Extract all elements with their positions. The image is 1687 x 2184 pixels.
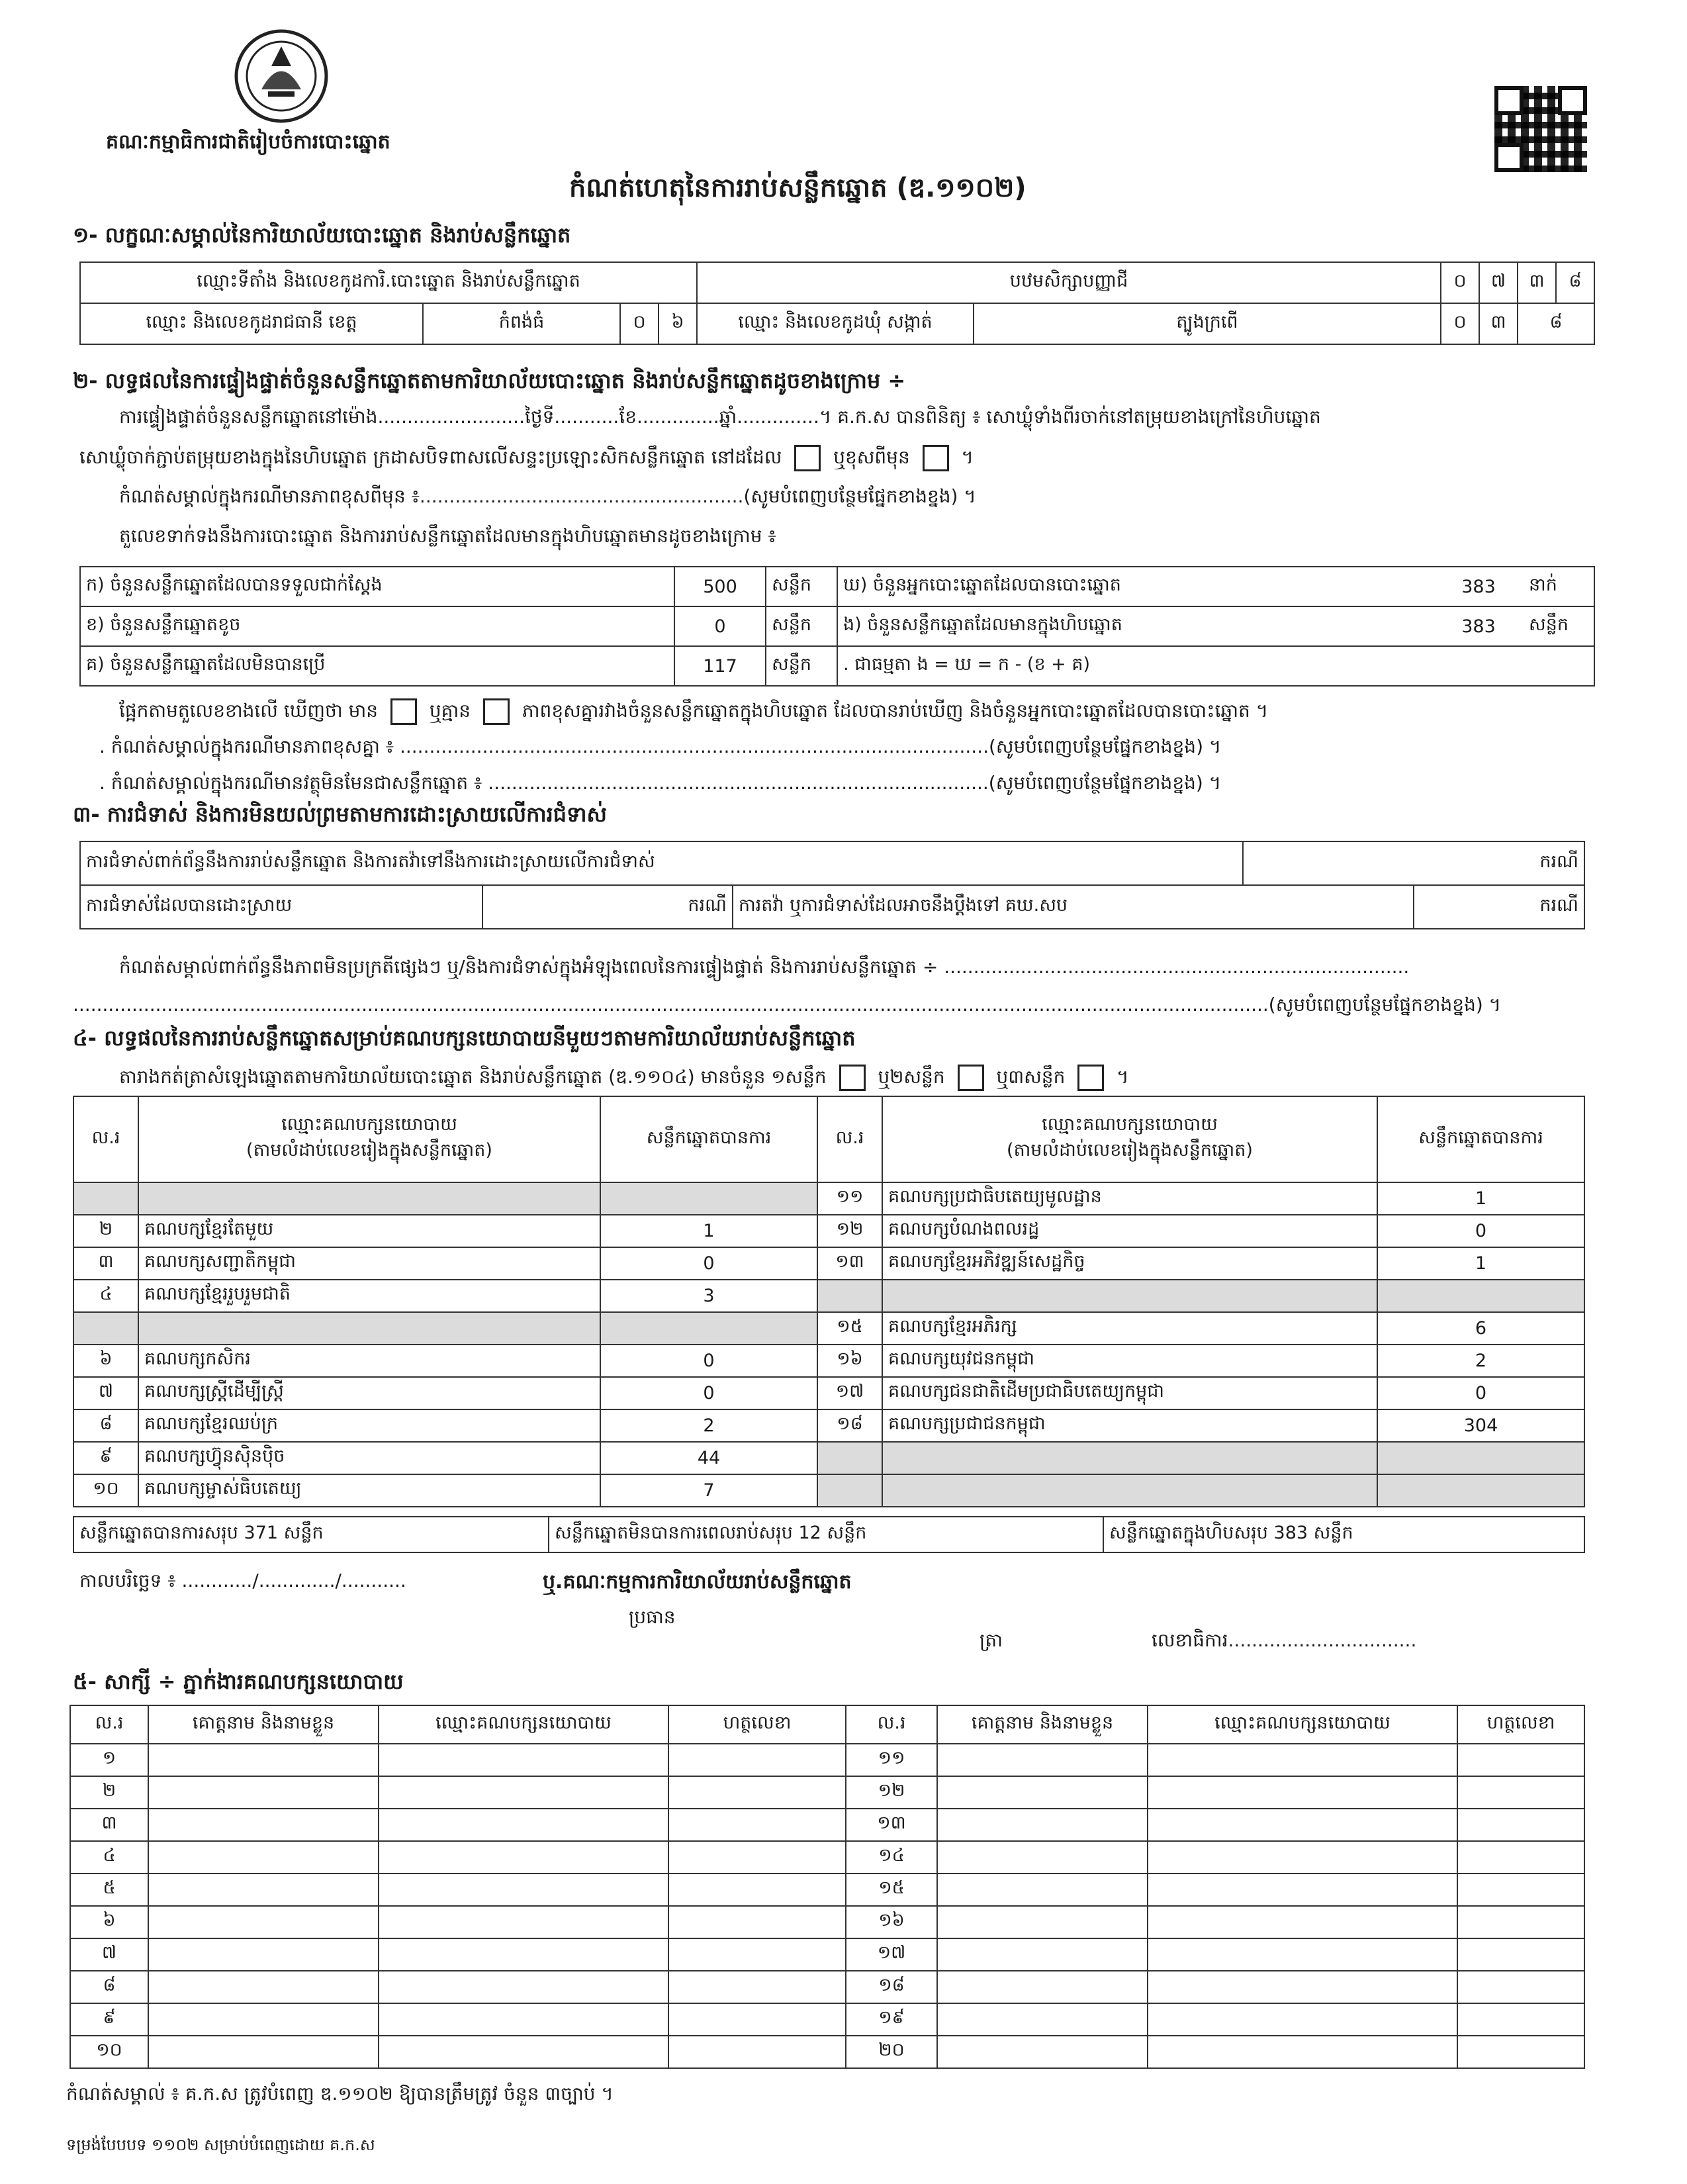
col-votes-header: សន្លឹកឆ្នោតបានការ xyxy=(600,1096,817,1182)
total-invalid: សន្លឹកឆ្នោតមិនបានការពេលរាប់សរុប 12 សន្លឹក xyxy=(549,1517,1103,1552)
witness-no: ៤ xyxy=(70,1841,148,1874)
three-sheet-checkbox[interactable] xyxy=(1077,1065,1104,1091)
witness-signature-cell[interactable] xyxy=(668,2036,846,2068)
unchanged-checkbox[interactable] xyxy=(794,445,821,471)
witness-signature-cell[interactable] xyxy=(1457,1906,1584,1938)
party-name: គណបក្សខ្មែរតែមួយ xyxy=(138,1215,600,1247)
party-no: ១៣ xyxy=(817,1247,882,1280)
two-sheet-checkbox[interactable] xyxy=(958,1065,984,1091)
case-unit: ករណី xyxy=(482,885,733,929)
witness-party-cell[interactable] xyxy=(1148,2036,1457,2068)
witness-name-cell[interactable] xyxy=(937,1874,1148,1906)
has-difference-checkbox[interactable] xyxy=(390,698,417,725)
party-name xyxy=(138,1182,600,1215)
party-votes: 6 xyxy=(1377,1312,1584,1345)
seal-check-line xyxy=(79,445,974,473)
sheet-count-line xyxy=(119,1065,1129,1092)
witness-party-cell[interactable] xyxy=(1148,1938,1457,1971)
witness-name-cell[interactable] xyxy=(937,1744,1148,1776)
witness-party-cell[interactable] xyxy=(1148,1971,1457,2003)
party-votes: 3 xyxy=(600,1280,817,1312)
witness-name-cell[interactable] xyxy=(937,1938,1148,1971)
witness-no: ៧ xyxy=(70,1938,148,1971)
figure-value: 0 xyxy=(674,606,766,646)
line-end: ។ xyxy=(1117,1066,1129,1088)
witness-party-cell[interactable] xyxy=(1148,2003,1457,2036)
witness-no: ៨ xyxy=(70,1971,148,2003)
witness-name-cell[interactable] xyxy=(937,2003,1148,2036)
witness-signature-cell[interactable] xyxy=(1457,1874,1584,1906)
no-difference-checkbox[interactable] xyxy=(483,698,510,725)
witness-signature-cell[interactable] xyxy=(668,1906,846,1938)
case-unit: ករណី xyxy=(1243,841,1584,885)
party-votes: 1 xyxy=(1377,1247,1584,1280)
date-line: កាលបរិច្ឆេទ ៖ ............/............./........... xyxy=(79,1570,406,1591)
col-party-header xyxy=(882,1096,1377,1182)
party-name xyxy=(882,1280,1377,1312)
party-name: គណបក្សយុវជនកម្ពុជា xyxy=(882,1345,1377,1377)
party-name: គណបក្សខ្មែរឈប់ក្រ xyxy=(138,1409,600,1442)
figure-label: ង) ចំនួនសន្លឹកឆ្នោតដែលមានក្នុងហិបឆ្នោត xyxy=(837,606,1434,646)
party-results-table xyxy=(73,1096,1585,1507)
witness-name-cell[interactable] xyxy=(937,1906,1148,1938)
witness-signature-cell[interactable] xyxy=(668,2003,846,2036)
party-name: គណបក្សម្ចាស់ធិបតេយ្យ xyxy=(138,1474,600,1507)
two-sheet-label: ឬ២សន្លឹក xyxy=(878,1066,945,1088)
province-label: ឈ្មោះ និងលេខកូដរាជធានី ខេត្ត xyxy=(80,303,423,344)
witness-no: ១៣ xyxy=(846,1809,937,1841)
witness-no: ១៨ xyxy=(846,1971,937,2003)
witness-no: ១៤ xyxy=(846,1841,937,1874)
witness-signature-cell[interactable] xyxy=(668,1938,846,1971)
difference-remark-line: . កំណត់សម្គាល់ក្នុងករណីមានភាពខុសគ្នា ៖ ....................................................................................................(សូមបំពេញបន្ថែមផ្នែកខាងខ្នង) ។ xyxy=(99,736,1222,757)
code-digit: ៦ xyxy=(659,303,697,344)
figure-value: 500 xyxy=(674,567,766,606)
party-name: គណបក្សសញ្ជាតិកម្ពុជា xyxy=(138,1247,600,1280)
code-digit: ០ xyxy=(1441,262,1479,303)
party-votes: 1 xyxy=(1377,1182,1584,1215)
col-no-header: ល.រ xyxy=(817,1096,882,1182)
witness-no: ១៦ xyxy=(846,1906,937,1938)
party-name: គណបក្សបំណងពលរដ្ឋ xyxy=(882,1215,1377,1247)
section-1-heading: ១- លក្ខណៈសម្គាល់នៃការិយាល័យបោះឆ្នោត និងរាប់សន្លឹកឆ្នោត xyxy=(73,222,571,248)
witness-party-cell[interactable] xyxy=(1148,1841,1457,1874)
col-header: ល.រ xyxy=(70,1705,148,1744)
three-sheet-label: ឬ៣សន្លឹក xyxy=(996,1066,1066,1088)
changed-label: ឬខុសពីមុន xyxy=(833,446,910,468)
figure-value: 117 xyxy=(674,646,766,686)
totals-table xyxy=(73,1516,1585,1553)
party-name: គណបក្សជនជាតិដើមប្រជាធិបតេយ្យកម្ពុជា xyxy=(882,1377,1377,1409)
witness-signature-cell[interactable] xyxy=(1457,1841,1584,1874)
resolved-label: ការជំទាស់ដែលបានដោះស្រាយ xyxy=(80,885,482,929)
party-votes xyxy=(1377,1280,1584,1312)
col-header: ឈ្មោះគណបក្សនយោបាយ xyxy=(1148,1705,1457,1744)
witness-party-cell[interactable] xyxy=(379,1776,668,1809)
total-valid: សន្លឹកឆ្នោតបានការសរុប 371 សន្លឹក xyxy=(73,1517,549,1552)
witness-no: ១០ xyxy=(70,2036,148,2068)
witness-name-cell[interactable] xyxy=(148,1971,379,2003)
witness-no: ១ xyxy=(70,1744,148,1776)
witness-signature-cell[interactable] xyxy=(1457,1971,1584,2003)
witness-party-cell[interactable] xyxy=(379,1906,668,1938)
witness-party-cell[interactable] xyxy=(379,1744,668,1776)
location-label: ឈ្មោះទីតាំង និងលេខកូដការិ.បោះឆ្នោត និងរាប់សន្លឹកឆ្នោត xyxy=(80,262,697,303)
witness-name-cell[interactable] xyxy=(148,1874,379,1906)
org-name: គណៈកម្មាធិការជាតិរៀបចំការបោះឆ្នោត xyxy=(106,130,390,154)
section-2-heading: ២- លទ្ធផលនៃការផ្ទៀងផ្ទាត់ចំនួនសន្លឹកឆ្នោតតាមការិយាល័យបោះឆ្នោត និងរាប់សន្លឹកឆ្នោតដូចខាងក្រោម ÷ xyxy=(73,368,906,393)
sheet-count-text: តារាងកត់ត្រាសំឡេងឆ្នោតតាមការិយាល័យបោះឆ្នោត និងរាប់សន្លឹកឆ្នោត (ឌ.១១០៤) មានចំនួន ១សន្លឹក xyxy=(119,1066,827,1088)
discrepancy-line xyxy=(119,698,1268,726)
witness-party-cell[interactable] xyxy=(379,2003,668,2036)
party-votes xyxy=(1377,1474,1584,1507)
line-end: ។ xyxy=(961,446,974,468)
appeal-label: ការតវ៉ា ឬការជំទាស់ដែលអាចនឹងប្តឹងទៅ គឃ.សប xyxy=(733,885,1414,929)
figure-label: គ) ចំនួនសន្លឹកឆ្នោតដែលមិនបានប្រើ xyxy=(80,646,674,686)
witness-name-cell[interactable] xyxy=(148,1744,379,1776)
col-header: ល.រ xyxy=(846,1705,937,1744)
party-name: គណបក្សខ្មែរអភិរក្ស xyxy=(882,1312,1377,1345)
complaints-table xyxy=(79,841,1585,929)
code-digit: ៧ xyxy=(1479,262,1518,303)
commune-name: ត្បូងក្រពើ xyxy=(974,303,1441,344)
party-no: ១៧ xyxy=(817,1377,882,1409)
party-no xyxy=(817,1474,882,1507)
witness-party-cell[interactable] xyxy=(379,1971,668,2003)
section-4-heading: ៤- លទ្ធផលនៃការរាប់សន្លឹកឆ្នោតសម្រាប់គណបក្សនយោបាយនីមួយៗតាមការិយាល័យរាប់សន្លឹកឆ្នោត xyxy=(73,1025,856,1051)
witness-name-cell[interactable] xyxy=(148,1906,379,1938)
witness-name-cell[interactable] xyxy=(148,1841,379,1874)
witness-signature-cell[interactable] xyxy=(668,1874,846,1906)
party-name: គណបក្សហ៊្វុនស៊ិនប៉ិច xyxy=(138,1442,600,1474)
col-header: គោត្តនាម និងនាមខ្លួន xyxy=(937,1705,1148,1744)
party-no: ១៥ xyxy=(817,1312,882,1345)
witness-party-cell[interactable] xyxy=(379,1874,668,1906)
changed-checkbox[interactable] xyxy=(923,445,949,471)
party-votes: 7 xyxy=(600,1474,817,1507)
witness-party-cell[interactable] xyxy=(379,1938,668,1971)
witness-signature-cell[interactable] xyxy=(1457,1809,1584,1841)
discrepancy-end: ភាពខុសគ្នារវាងចំនួនសន្លឹកឆ្នោតក្នុងហិបឆ្នោត ដែលបានរាប់ឃើញ និងចំនួនអ្នកបោះឆ្នោតដែលបានបោះឆ្នោត ។ xyxy=(522,700,1269,722)
witness-no: ២០ xyxy=(846,2036,937,2068)
witness-signature-cell[interactable] xyxy=(668,1776,846,1809)
seal-check-text: សោឃ្លុំចាក់ភ្ជាប់តម្រុយខាងក្នុងនៃហិបឆ្នោត ក្រដាសបិទពាសលើសន្ទះប្រឡោះសិកសន្លឹកឆ្នោត នៅដដែល xyxy=(79,446,782,468)
col-votes-header: សន្លឹកឆ្នោតបានការ xyxy=(1377,1096,1584,1182)
party-votes: 44 xyxy=(600,1442,817,1474)
witness-signature-cell[interactable] xyxy=(1457,1744,1584,1776)
difference-note-line: កំណត់សម្គាល់ក្នុងករណីមានភាពខុសពីមុន ៖.......................................................(សូមបំពេញបន្ថែមផ្នែកខាងខ្នង) ។ xyxy=(119,485,976,507)
party-name xyxy=(882,1474,1377,1507)
witness-party-cell[interactable] xyxy=(1148,1776,1457,1809)
witness-signature-cell[interactable] xyxy=(1457,2036,1584,2068)
col-header: ឈ្មោះគណបក្សនយោបាយ xyxy=(379,1705,668,1744)
code-digit: ៨ xyxy=(1518,303,1594,344)
col-header: ហត្ថលេខា xyxy=(668,1705,846,1744)
party-votes xyxy=(600,1182,817,1215)
figure-label: ខ) ចំនួនសន្លឹកឆ្នោតខូច xyxy=(80,606,674,646)
witness-no: ៥ xyxy=(70,1874,148,1906)
party-votes: 2 xyxy=(600,1409,817,1442)
party-no: ៤ xyxy=(73,1280,138,1312)
col-party-title: ឈ្មោះគណបក្សនយោបាយ xyxy=(1042,1114,1218,1135)
formula-note: . ជាធម្មតា ង = ឃ = ក - (ខ + គ) xyxy=(837,646,1594,686)
witness-no: ២ xyxy=(70,1776,148,1809)
party-no xyxy=(817,1442,882,1474)
witness-party-cell[interactable] xyxy=(379,2036,668,2068)
figure-unit: សន្លឹក xyxy=(1524,606,1594,646)
figure-unit: សន្លឹក xyxy=(766,567,837,606)
witness-party-cell[interactable] xyxy=(379,1841,668,1874)
party-no xyxy=(817,1280,882,1312)
party-name xyxy=(882,1442,1377,1474)
witness-name-cell[interactable] xyxy=(937,1971,1148,2003)
witness-signature-cell[interactable] xyxy=(668,1841,846,1874)
col-header: គោត្តនាម និងនាមខ្លួន xyxy=(148,1705,379,1744)
location-name: បឋមសិក្សាបញ្ញាជី xyxy=(697,262,1441,303)
complaint-label: ការជំទាស់ពាក់ព័ន្ធនឹងការរាប់សន្លឹកឆ្នោត និងការតវ៉ាទៅនឹងការដោះស្រាយលើការជំទាស់ xyxy=(80,841,1243,885)
party-votes: 1 xyxy=(600,1215,817,1247)
foreign-object-remark-line: . កំណត់សម្គាល់ក្នុងករណីមានវត្ថុមិនមែនជាសន្លឹកឆ្នោត ៖ .....................................................................................(សូមបំពេញបន្ថែមផ្នែកខាងខ្នង) ។ xyxy=(99,772,1222,794)
col-party-title: ឈ្មោះគណបក្សនយោបាយ xyxy=(281,1114,457,1135)
party-no xyxy=(73,1182,138,1215)
witness-no: ៦ xyxy=(70,1906,148,1938)
witness-party-cell[interactable] xyxy=(1148,1744,1457,1776)
witness-signature-cell[interactable] xyxy=(1457,1776,1584,1809)
witness-name-cell[interactable] xyxy=(937,1776,1148,1809)
witness-party-cell[interactable] xyxy=(1148,1906,1457,1938)
irregularity-note-line-2: ...........................................................................................................................................................................................................(សូមបំពេញបន្ថែមផ្នែកខាងខ្នង) ។ xyxy=(73,994,1502,1016)
figure-unit: សន្លឹក xyxy=(766,646,837,686)
witness-signature-cell[interactable] xyxy=(1457,1938,1584,1971)
case-unit: ករណី xyxy=(1414,885,1584,929)
party-no: ១២ xyxy=(817,1215,882,1247)
code-digit: ០ xyxy=(1441,303,1479,344)
section-1-table xyxy=(79,261,1595,345)
discrepancy-text: ផ្អែកតាមតួលេខខាងលើ ឃើញថា មាន xyxy=(119,700,379,722)
committee-title: ឬ.គណៈកម្មការការិយាល័យរាប់សន្លឹកឆ្នោត xyxy=(543,1570,852,1593)
witness-signature-cell[interactable] xyxy=(668,1971,846,2003)
witness-no: ១២ xyxy=(846,1776,937,1809)
party-votes: 0 xyxy=(1377,1377,1584,1409)
witness-table xyxy=(69,1705,1585,2069)
witness-name-cell[interactable] xyxy=(937,1809,1148,1841)
no-difference-label: ឬគ្មាន xyxy=(429,700,471,722)
party-no: ៩ xyxy=(73,1442,138,1474)
figure-label: ឃ) ចំនួនអ្នកបោះឆ្នោតដែលបានបោះឆ្នោត xyxy=(837,567,1434,606)
footnote: កំណត់សម្គាល់ ៖ គ.ក.ស ត្រូវបំពេញ ឌ.១១០២ ឱ្យបានត្រឹមត្រូវ ចំនួន ៣ច្បាប់ ។ xyxy=(66,2083,614,2105)
code-digit: ៣ xyxy=(1479,303,1518,344)
form-footer: ទម្រង់បែបបទ ១១០២ សម្រាប់បំពេញដោយ គ.ក.ស xyxy=(66,2136,375,2154)
party-name xyxy=(138,1312,600,1345)
section-5-heading: ៥- សាក្សី ÷ ភ្នាក់ងារគណបក្សនយោបាយ xyxy=(73,1669,404,1694)
party-name: គណបក្សខ្មែរអភិវឌ្ឍន៍សេដ្ឋកិច្ច xyxy=(882,1247,1377,1280)
party-votes: 2 xyxy=(1377,1345,1584,1377)
page-title: កំណត់ហេតុនៃការរាប់សន្លឹកឆ្នោត (ឌ.១១០២) xyxy=(569,173,1026,203)
nec-seal-logo xyxy=(232,26,331,126)
total-in-box: សន្លឹកឆ្នោតក្នុងហិបសរុប 383 សន្លឹក xyxy=(1103,1517,1584,1552)
witness-name-cell[interactable] xyxy=(937,2036,1148,2068)
section-3-heading: ៣- ការជំទាស់ និងការមិនយល់ព្រមតាមការដោះស្រាយលើការជំទាស់ xyxy=(73,802,607,827)
chair-label: ប្រធាន xyxy=(629,1606,676,1628)
figure-unit: នាក់ xyxy=(1524,567,1594,606)
figures-intro-line: តួលេខទាក់ទងនឹងការបោះឆ្នោត និងការរាប់សន្លឹកឆ្នោតដែលមានក្នុងហិបឆ្នោតមានដូចខាងក្រោម ៖ xyxy=(119,525,776,547)
verification-time-line: ការផ្ទៀងផ្ទាត់ចំនួនសន្លឹកឆ្នោតនៅម៉ោង.........................ថ្ងៃទី...........ខែ..............ឆ្នាំ..............។ គ.ក.ស បានពិនិត្យ ៖ សោឃ្លុំទាំងពីរចាក់នៅតម្រុយខាងក្រៅនៃហិបឆ្នោត xyxy=(119,406,1321,428)
party-no: ១៦ xyxy=(817,1345,882,1377)
party-no: ២ xyxy=(73,1215,138,1247)
party-no: ១៨ xyxy=(817,1409,882,1442)
witness-name-cell[interactable] xyxy=(148,1809,379,1841)
witness-no: ៣ xyxy=(70,1809,148,1841)
witness-party-cell[interactable] xyxy=(1148,1874,1457,1906)
witness-no: ១១ xyxy=(846,1744,937,1776)
witness-signature-cell[interactable] xyxy=(668,1809,846,1841)
party-no xyxy=(73,1312,138,1345)
col-party-subtitle: (តាមលំដាប់លេខរៀងក្នុងសន្លឹកឆ្នោត) xyxy=(246,1140,492,1161)
irregularity-note-line: កំណត់សម្គាល់ពាក់ព័ន្ធនឹងភាពមិនប្រក្រតីផ្សេងៗ ឬ/និងការជំទាស់ក្នុងអំឡុងពេលនៃការផ្ទៀងផ្ទាត់ និងការរាប់សន្លឹកឆ្នោត ÷ ............................................................................... xyxy=(119,956,1410,978)
witness-signature-cell[interactable] xyxy=(668,1744,846,1776)
party-no: ១១ xyxy=(817,1182,882,1215)
party-no: ៣ xyxy=(73,1247,138,1280)
party-votes: 0 xyxy=(600,1377,817,1409)
stamp-label: ត្រា xyxy=(980,1629,1003,1651)
party-votes xyxy=(1377,1442,1584,1474)
figure-value: 383 xyxy=(1434,606,1524,646)
witness-party-cell[interactable] xyxy=(1148,1809,1457,1841)
commune-label: ឈ្មោះ និងលេខកូដឃុំ សង្កាត់ xyxy=(697,303,974,344)
party-votes: 0 xyxy=(1377,1215,1584,1247)
province-name: កំពង់ធំ xyxy=(423,303,620,344)
secretary-label: លេខាធិការ................................ xyxy=(1152,1629,1417,1651)
col-header: ហត្ថលេខា xyxy=(1457,1705,1584,1744)
witness-party-cell[interactable] xyxy=(379,1809,668,1841)
party-name: គណបក្សប្រជាជនកម្ពុជា xyxy=(882,1409,1377,1442)
col-party-subtitle: (តាមលំដាប់លេខរៀងក្នុងសន្លឹកឆ្នោត) xyxy=(1007,1140,1253,1161)
witness-name-cell[interactable] xyxy=(148,1776,379,1809)
party-name: គណបក្សប្រជាធិបតេយ្យមូលដ្ឋាន xyxy=(882,1182,1377,1215)
witness-no: ១៥ xyxy=(846,1874,937,1906)
witness-name-cell[interactable] xyxy=(148,1938,379,1971)
party-name: គណបក្សខ្មែររួបរួមជាតិ xyxy=(138,1280,600,1312)
ballot-figures-table xyxy=(79,566,1595,687)
party-no: ៧ xyxy=(73,1377,138,1409)
party-votes: 0 xyxy=(600,1345,817,1377)
witness-name-cell[interactable] xyxy=(148,2036,379,2068)
code-digit: ៣ xyxy=(1518,262,1556,303)
col-party-header xyxy=(138,1096,600,1182)
party-no: ៨ xyxy=(73,1409,138,1442)
witness-signature-cell[interactable] xyxy=(1457,2003,1584,2036)
figure-value: 383 xyxy=(1434,567,1524,606)
party-no: ៦ xyxy=(73,1345,138,1377)
witness-no: ១៩ xyxy=(846,2003,937,2036)
witness-no: ៩ xyxy=(70,2003,148,2036)
figure-label: ក) ចំនួនសន្លឹកឆ្នោតដែលបានទទួលជាក់ស្តែង xyxy=(80,567,674,606)
witness-name-cell[interactable] xyxy=(148,2003,379,2036)
party-name: គណបក្សកសិករ xyxy=(138,1345,600,1377)
witness-name-cell[interactable] xyxy=(937,1841,1148,1874)
col-no-header: ល.រ xyxy=(73,1096,138,1182)
one-sheet-checkbox[interactable] xyxy=(839,1065,866,1091)
code-digit: ០ xyxy=(620,303,659,344)
figure-unit: សន្លឹក xyxy=(766,606,837,646)
party-votes xyxy=(600,1312,817,1345)
witness-no: ១៧ xyxy=(846,1938,937,1971)
code-digit: ៨ xyxy=(1556,262,1594,303)
party-votes: 0 xyxy=(600,1247,817,1280)
party-votes: 304 xyxy=(1377,1409,1584,1442)
qr-code-icon xyxy=(1494,86,1587,172)
party-name: គណបក្សស្ត្រីដើម្បីស្ត្រី xyxy=(138,1377,600,1409)
party-no: ១០ xyxy=(73,1474,138,1507)
